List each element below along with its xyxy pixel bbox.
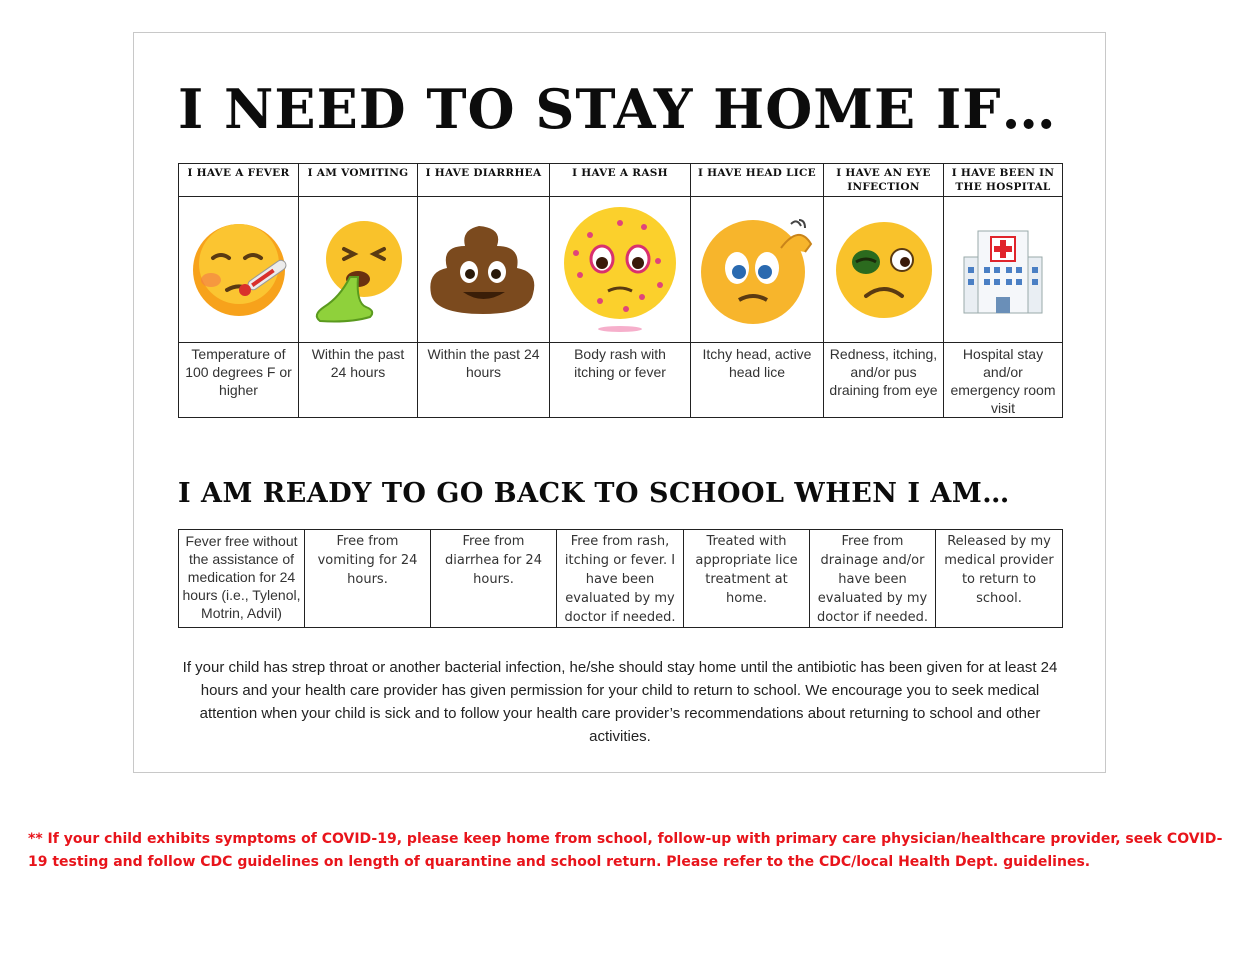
stay-home-description: Itchy head, active head lice: [691, 343, 824, 418]
eye-infection-face-icon: [832, 218, 936, 322]
stay-home-table: [178, 163, 1063, 418]
ready-criterion: Fever free without the assistance of medication for 24 hours (i.e., Tylenol, Motrin, Advil): [179, 530, 305, 628]
ready-criterion: Treated with appropriate lice treatment at home.: [684, 530, 810, 628]
stay-home-heading: I HAVE A FEVER: [179, 164, 299, 197]
covid-note: ** If your child exhibits symptoms of COVID-19, please keep home from school, follow-up with primary care physician/healthcare provider, seek COVID-19 testing and follow CDC guidelines on length of quarantine and school return. Please refer to the CDC/local Health Dept. guidelines.: [28, 831, 1223, 870]
stay-home-heading: I HAVE A RASH: [550, 164, 691, 197]
stay-home-heading: I HAVE HEAD LICE: [691, 164, 824, 197]
ready-row: [179, 530, 1063, 628]
ready-title: I AM READY TO GO BACK TO SCHOOL WHEN I AM…: [178, 478, 1010, 509]
stay-home-description: Body rash with itching or fever: [550, 343, 691, 418]
stay-home-icon-row: [179, 197, 1063, 343]
stay-home-heading: I AM VOMITING: [299, 164, 418, 197]
stay-home-heading: I HAVE AN EYE INFECTION: [824, 164, 944, 197]
vomiting-face-icon: [306, 215, 410, 325]
stay-home-heading: I HAVE BEEN IN THE HOSPITAL: [944, 164, 1063, 197]
page-title: I NEED TO STAY HOME IF…: [178, 77, 1057, 141]
hospital-icon: [956, 223, 1050, 317]
strep-throat-note: If your child has strep throat or another bacterial infection, he/she should stay home until the antibiotic has been given for at least 24 hours and your health care provider has given permission for your child to return to school. We encourage you to seek medical attention when your child is sick and to follow your health care provider’s recommendations about returning to school and other activities.: [182, 659, 1058, 745]
stay-home-heading: I HAVE DIARRHEA: [418, 164, 550, 197]
fever-thermometer-face-icon: [187, 218, 291, 322]
ready-criterion: Free from drainage and/or have been evaluated by my doctor if needed.: [810, 530, 936, 628]
rash-face-icon: [560, 205, 680, 335]
ready-criterion: Released by my medical provider to return to school.: [936, 530, 1063, 628]
ready-criterion: Free from diarrhea for 24 hours.: [431, 530, 557, 628]
stay-home-description: Hospital stay and/or emergency room visit: [944, 343, 1063, 418]
stay-home-description-row: [179, 343, 1063, 418]
stay-home-description: Within the past 24 hours: [299, 343, 418, 418]
head-lice-face-icon: [695, 212, 819, 328]
ready-criterion: Free from vomiting for 24 hours.: [305, 530, 431, 628]
stay-home-description: Redness, itching, and/or pus draining from eye: [824, 343, 944, 418]
stay-home-header-row: [179, 164, 1063, 197]
poop-icon: [429, 220, 539, 320]
ready-table: [178, 529, 1063, 628]
ready-criterion: Free from rash, itching or fever. I have been evaluated by my doctor if needed.: [557, 530, 684, 628]
stay-home-description: Temperature of 100 degrees F or higher: [179, 343, 299, 418]
stay-home-description: Within the past 24 hours: [418, 343, 550, 418]
